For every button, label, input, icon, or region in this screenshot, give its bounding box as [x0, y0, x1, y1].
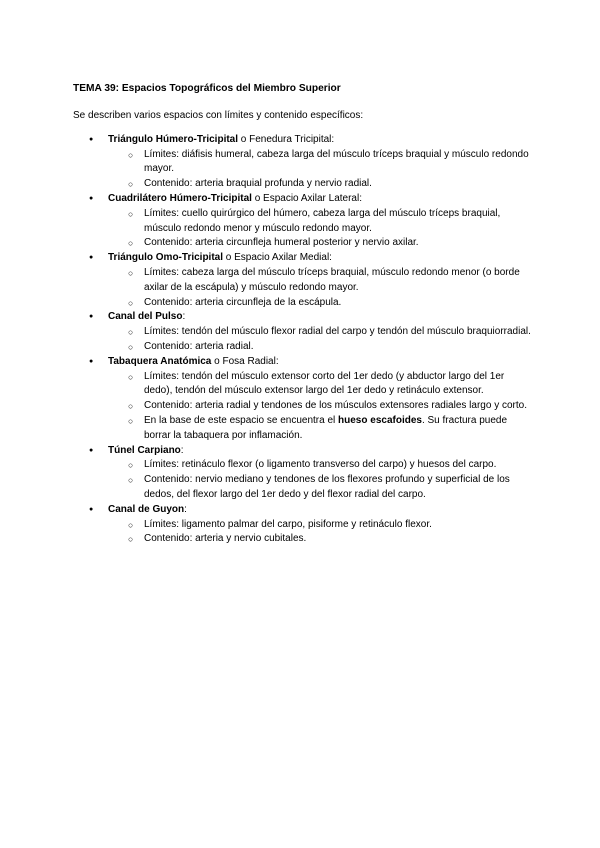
space-name: Canal del Pulso — [108, 311, 183, 323]
space-detail: ○ Contenido: arteria y nervio cubitales. — [108, 532, 533, 547]
spaces-list — [73, 133, 533, 547]
space-alt-name: : — [182, 311, 186, 323]
space-detail-list — [108, 207, 533, 251]
space-detail: ○ Límites: retináculo flexor (o ligamento transverso del carpo) y huesos del carpo. — [108, 458, 533, 473]
space-detail: ○ Contenido: arteria radial. — [108, 340, 533, 355]
space-detail: ○ Límites: diáfisis humeral, cabeza larga del músculo tríceps braquial y músculo redondo mayor. — [108, 148, 533, 178]
space-alt-name: o Espacio Axilar Medial: — [223, 252, 332, 264]
space-detail: ○ Límites: cabeza larga del músculo tríceps braquial, músculo redondo menor (o borde axilar de la escápula) y músculo redondo mayor. — [108, 266, 533, 296]
space-detail: ○ Límites: tendón del músculo extensor corto del 1er dedo (y abductor largo del 1er dedo), tendón del músculo extensor largo del 1er dedo y retináculo extensor. — [108, 370, 533, 400]
page-title: TEMA 39: Espacios Topográficos del Miembro Superior — [73, 83, 341, 94]
space-detail-list — [108, 370, 533, 444]
space-name: Tabaquera Anatómica — [108, 355, 212, 367]
space-name: Túnel Carpiano — [108, 444, 181, 456]
space-item — [73, 444, 533, 503]
document-content — [73, 82, 533, 547]
space-detail: ○ Contenido: nervio mediano y tendones de los flexores profundo y superficial de los dedos, del flexor largo del 1er dedo y del flexor radial del carpo. — [108, 473, 533, 503]
note-bold-term: hueso escafoides — [338, 414, 422, 426]
note-text: En la base de este espacio se encuentra el — [144, 414, 339, 426]
space-detail-list — [108, 325, 533, 355]
space-item — [73, 503, 533, 547]
space-alt-name: o Espacio Axilar Lateral: — [251, 192, 362, 204]
space-detail-list — [108, 148, 533, 192]
space-detail-list — [108, 518, 533, 548]
space-name: Canal de Guyon — [108, 503, 185, 515]
space-item — [73, 310, 533, 354]
space-alt-name: o Fosa Radial: — [211, 355, 279, 367]
intro-text: Se describen varios espacios con límites y contenido específicos: — [73, 110, 364, 121]
space-item — [73, 192, 533, 251]
note-text: . Su fractura puede borrar la tabaquera por inflamación. — [144, 414, 508, 441]
space-detail: ○ Contenido: arteria circunfleja de la escápula. — [108, 296, 533, 311]
space-item — [73, 355, 533, 444]
space-detail: ○ Límites: tendón del músculo flexor radial del carpo y tendón del músculo braquiorradial. — [108, 325, 533, 340]
space-detail-list — [108, 458, 533, 502]
space-detail: ○ Contenido: arteria braquial profunda y nervio radial. — [108, 177, 533, 192]
space-detail-list — [108, 266, 533, 310]
space-item — [73, 133, 533, 192]
space-name: Cuadrilátero Húmero-Tricipital — [108, 192, 252, 204]
space-alt-name: : — [184, 503, 187, 515]
space-detail: ○ Límites: ligamento palmar del carpo, pisiforme y retináculo flexor. — [108, 518, 533, 533]
space-detail: ○ Contenido: arteria radial y tendones de los músculos extensores radiales largo y corto. — [108, 399, 533, 414]
space-detail: ○ Contenido: arteria circunfleja humeral posterior y nervio axilar. — [108, 236, 533, 251]
space-name: Triángulo Omo-Tricipital — [108, 252, 224, 264]
space-alt-name: : — [180, 444, 184, 456]
space-item — [73, 251, 533, 310]
space-alt-name: o Fenedura Tricipital: — [238, 133, 335, 145]
space-note — [108, 414, 533, 444]
space-name: Triángulo Húmero-Tricipital — [108, 133, 239, 145]
space-detail: ○ Límites: cuello quirúrgico del húmero, cabeza larga del músculo tríceps braquial, músculo redondo menor y músculo redondo mayor. — [108, 207, 533, 237]
